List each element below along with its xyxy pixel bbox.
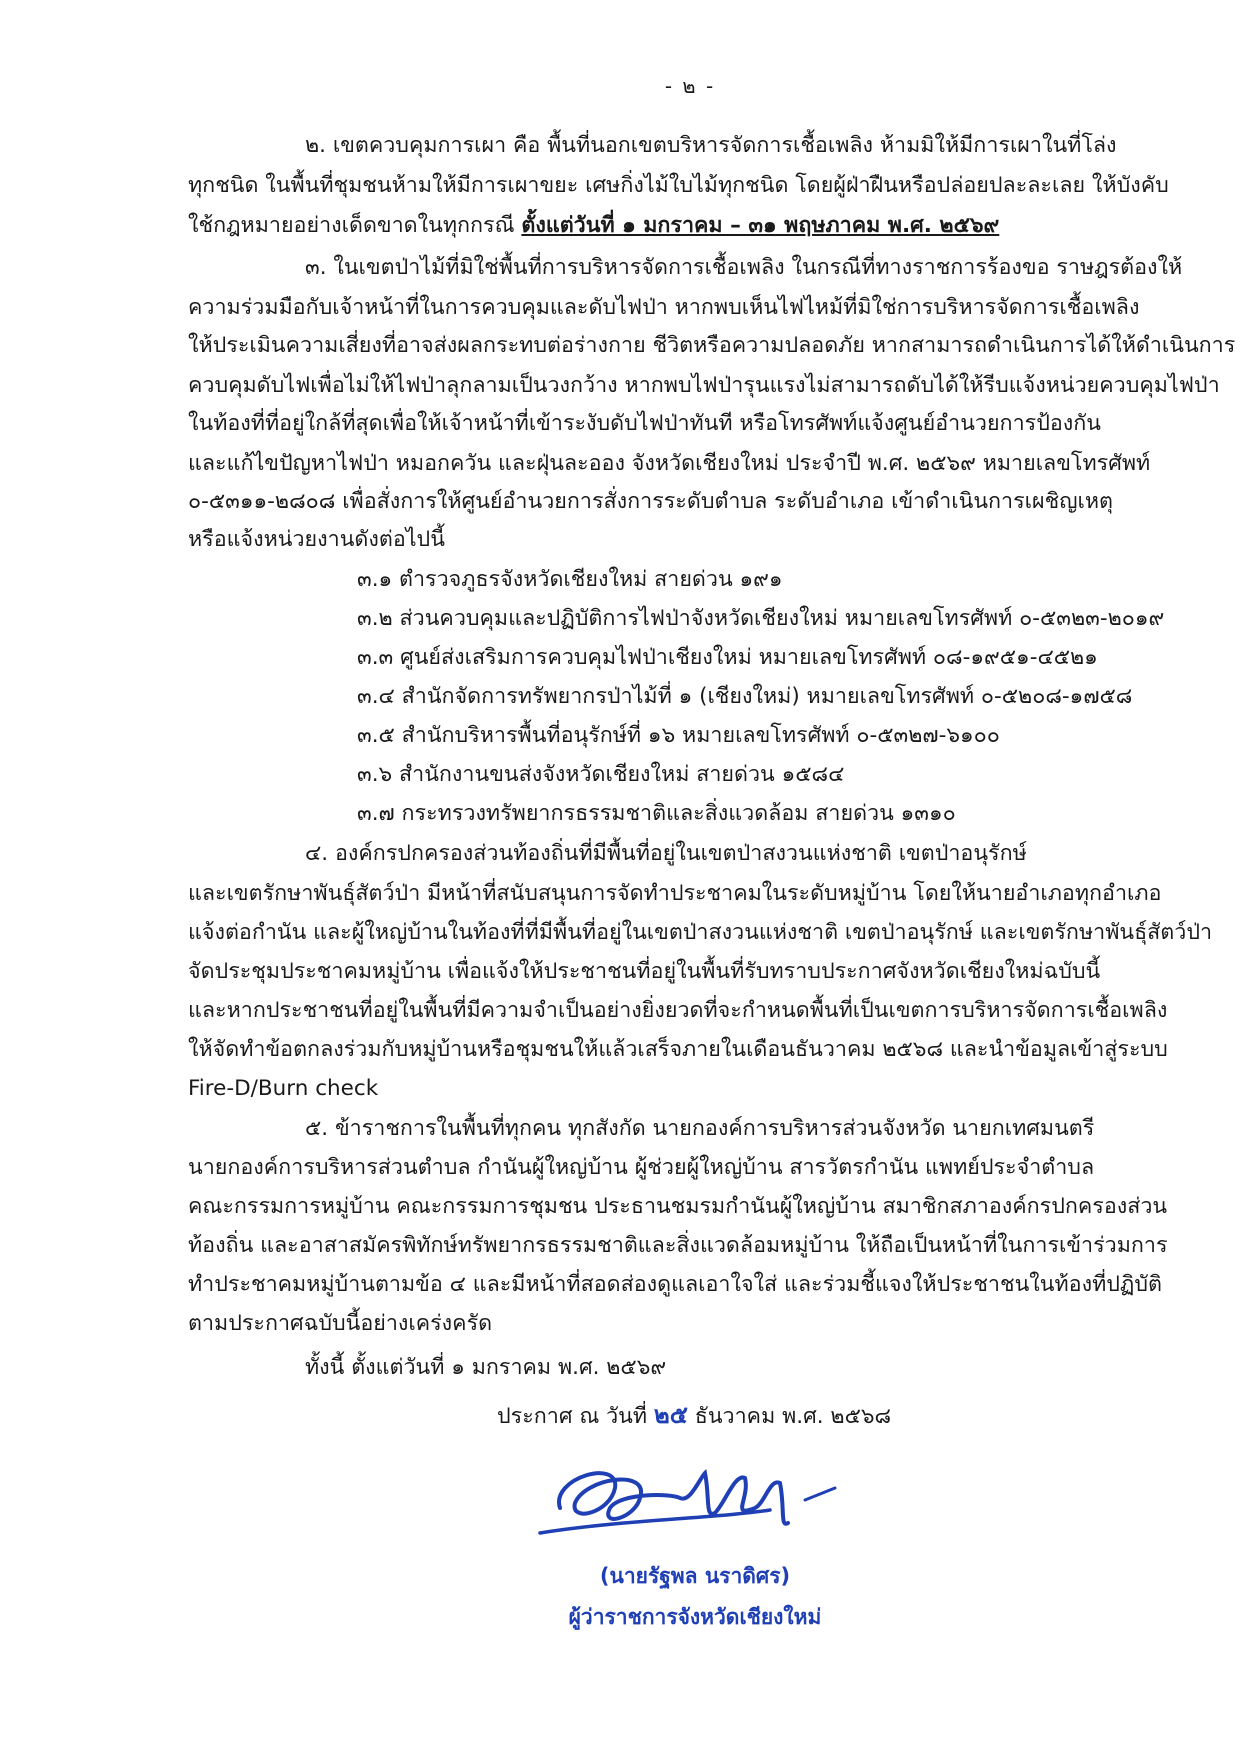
paragraph-line: และหากประชาชนที่อยู่ในพื้นที่มีความจำเป็นอย่างยิ่งยวดที่จะกำหนดพื้นที่เป็นเขตการบริหารจัดการเชื้อเพลิง [188, 998, 1168, 1023]
paragraph-line: และแก้ไขปัญหาไฟป่า หมอกควัน และฝุ่นละออง จังหวัดเชียงใหม่ ประจำปี พ.ศ. ๒๕๖๙ หมายเลขโทรศัพท์ [188, 451, 1151, 476]
list-item: ๓.๑ ตำรวจภูธรจังหวัดเชียงใหม่ สายด่วน ๑๙๑ [357, 567, 783, 592]
paragraph-line: ๐-๕๓๑๑-๒๘๐๘ เพื่อสั่งการให้ศูนย์อำนวยการสั่งการระดับตำบล ระดับอำเภอ เข้าดำเนินการเผชิญเหตุ [188, 489, 1113, 514]
paragraph-line: ๒. เขตควบคุมการเผา คือ พื้นที่นอกเขตบริหารจัดการเชื้อเพลิง ห้ามมิให้มีการเผาในที่โล่ง [305, 133, 1117, 158]
list-item: ๓.๓ ศูนย์ส่งเสริมการควบคุมไฟป่าเชียงใหม่ หมายเลขโทรศัพท์ ๐๘-๑๙๕๑-๔๕๒๑ [357, 645, 1098, 670]
list-item: ๓.๔ สำนักจัดการทรัพยากรป่าไม้ที่ ๑ (เชียงใหม่) หมายเลขโทรศัพท์ ๐-๕๒๐๘-๑๗๕๘ [357, 684, 1133, 709]
list-item: ๓.๕ สำนักบริหารพื้นที่อนุรักษ์ที่ ๑๖ หมายเลขโทรศัพท์ ๐-๕๓๒๗-๖๑๐๐ [357, 723, 1000, 748]
paragraph-line: ให้ประเมินความเสี่ยงที่อาจส่งผลกระทบต่อร่างกาย ชีวิตหรือความปลอดภัย หากสามารถดำเนินการได้ให้ดำเนินการ [188, 333, 1236, 358]
paragraph-line: นายกองค์การบริหารส่วนตำบล กำนันผู้ใหญ่บ้าน ผู้ช่วยผู้ใหญ่บ้าน สารวัตรกำนัน แพทย์ประจำตำบล [188, 1155, 1095, 1180]
list-item: ๓.๒ ส่วนควบคุมและปฏิบัติการไฟป่าจังหวัดเชียงใหม่ หมายเลขโทรศัพท์ ๐-๕๓๒๓-๒๐๑๙ [357, 606, 1165, 631]
effective-date-line: ทั้งนี้ ตั้งแต่วันที่ ๑ มกราคม พ.ศ. ๒๕๖๙ [305, 1355, 667, 1380]
announce-suffix: ธันวาคม พ.ศ. ๒๕๖๘ [694, 1404, 892, 1429]
paragraph-line: ในท้องที่ที่อยู่ใกล้ที่สุดเพื่อให้เจ้าหน้าที่เข้าระงับดับไฟป่าทันที หรือโทรศัพท์แจ้งศูนย์อำนวยการป้องกัน [188, 411, 1101, 436]
paragraph-line: ให้จัดทำข้อตกลงร่วมกับหมู่บ้านหรือชุมชนให้แล้วเสร็จภายในเดือนธันวาคม ๒๕๖๘ และนำข้อมูลเข้าสู่ระบบ [188, 1037, 1168, 1062]
announce-prefix: ประกาศ ณ วันที่ [497, 1404, 648, 1429]
paragraph-line: ๔. องค์กรปกครองส่วนท้องถิ่นที่มีพื้นที่อยู่ในเขตป่าสงวนแห่งชาติ เขตป่าอนุรักษ์ [305, 841, 1027, 866]
list-item: ๓.๗ กระทรวงทรัพยากรธรรมชาติและสิ่งแวดล้อม สายด่วน ๑๓๑๐ [357, 801, 956, 826]
paragraph-line: ควบคุมดับไฟเพื่อไม่ให้ไฟป่าลุกลามเป็นวงกว้าง หากพบไฟป่ารุนแรงไม่สามารถดับได้ให้รีบแจ้งหน่วยควบคุมไฟป่า [188, 373, 1220, 398]
signer-name: (นายรัฐพล นราดิศร) [599, 1564, 791, 1588]
paragraph-line: ๕. ข้าราชการในพื้นที่ทุกคน ทุกสังกัด นายกองค์การบริหารส่วนจังหวัด นายกเทศมนตรี [305, 1116, 1095, 1141]
signer-block [545, 1560, 845, 1634]
paragraph-line: แจ้งต่อกำนัน และผู้ใหญ่บ้านในท้องที่ที่มีพื้นที่อยู่ในเขตป่าสงวนแห่งชาติ เขตป่าอนุรักษ์ และเขตรักษาพันธุ์สัตว์ป่า [188, 920, 1213, 945]
page-number: - ๒ - [664, 74, 716, 98]
paragraph-line: ท้องถิ่น และอาสาสมัครพิทักษ์ทรัพยากรธรรมชาติและสิ่งแวดล้อมหมู่บ้าน ให้ถือเป็นหน้าที่ในการเข้าร่วมการ [188, 1233, 1168, 1258]
paragraph-line: ๓. ในเขตป่าไม้ที่มิใช่พื้นที่การบริหารจัดการเชื้อเพลิง ในกรณีที่ทางราชการร้องขอ ราษฎรต้องให้ [305, 255, 1183, 280]
signer-title: ผู้ว่าราชการจังหวัดเชียงใหม่ [568, 1605, 822, 1629]
paragraph-line: ความร่วมมือกับเจ้าหน้าที่ในการควบคุมและดับไฟป่า หากพบเห็นไฟไหม้ที่มิใช่การบริหารจัดการเชื้อเพลิง [188, 295, 1140, 320]
paragraph-line: คณะกรรมการหมู่บ้าน คณะกรรมการชุมชน ประธานชมรมกำนันผู้ใหญ่บ้าน สมาชิกสภาองค์กรปกครองส่วน [188, 1194, 1168, 1219]
underlined-date: ตั้งแต่วันที่ ๑ มกราคม – ๓๑ พฤษภาคม พ.ศ. ๒๕๖๙ [521, 213, 1000, 238]
announce-day: ๒๕ [653, 1401, 688, 1429]
signature-image [530, 1438, 870, 1548]
list-item: ๓.๖ สำนักงานขนส่งจังหวัดเชียงใหม่ สายด่วน ๑๕๘๔ [357, 762, 845, 787]
paragraph-line: Fire-D/Burn check [188, 1076, 379, 1101]
paragraph-line: ตามประกาศฉบับนี้อย่างเคร่งครัด [188, 1311, 493, 1336]
announcement-date [497, 1397, 891, 1435]
paragraph-line: หรือแจ้งหน่วยงานดังต่อไปนี้ [188, 527, 445, 552]
paragraph-line: ทำประชาคมหมู่บ้านตามข้อ ๔ และมีหน้าที่สอดส่องดูแลเอาใจใส่ และร่วมชี้แจงให้ประชาชนในท้องที่ปฏิบัติ [188, 1272, 1162, 1297]
paragraph-line: และเขตรักษาพันธุ์สัตว์ป่า มีหน้าที่สนับสนุนการจัดทำประชาคมในระดับหมู่บ้าน โดยให้นายอำเภอทุกอำเภอ [188, 881, 1162, 906]
paragraph-text: ใช้กฎหมายอย่างเด็ดขาดในทุกกรณี [188, 213, 522, 238]
paragraph-line [188, 208, 999, 244]
paragraph-line: ทุกชนิด ในพื้นที่ชุมชนห้ามให้มีการเผาขยะ เศษกิ่งไม้ใบไม้ทุกชนิด โดยผู้ฝ่าฝืนหรือปล่อยปละละเลย ให้บังคับ [188, 173, 1169, 198]
paragraph-line: จัดประชุมประชาคมหมู่บ้าน เพื่อแจ้งให้ประชาชนที่อยู่ในพื้นที่รับทราบประกาศจังหวัดเชียงใหม่ฉบับนี้ [188, 959, 1101, 984]
